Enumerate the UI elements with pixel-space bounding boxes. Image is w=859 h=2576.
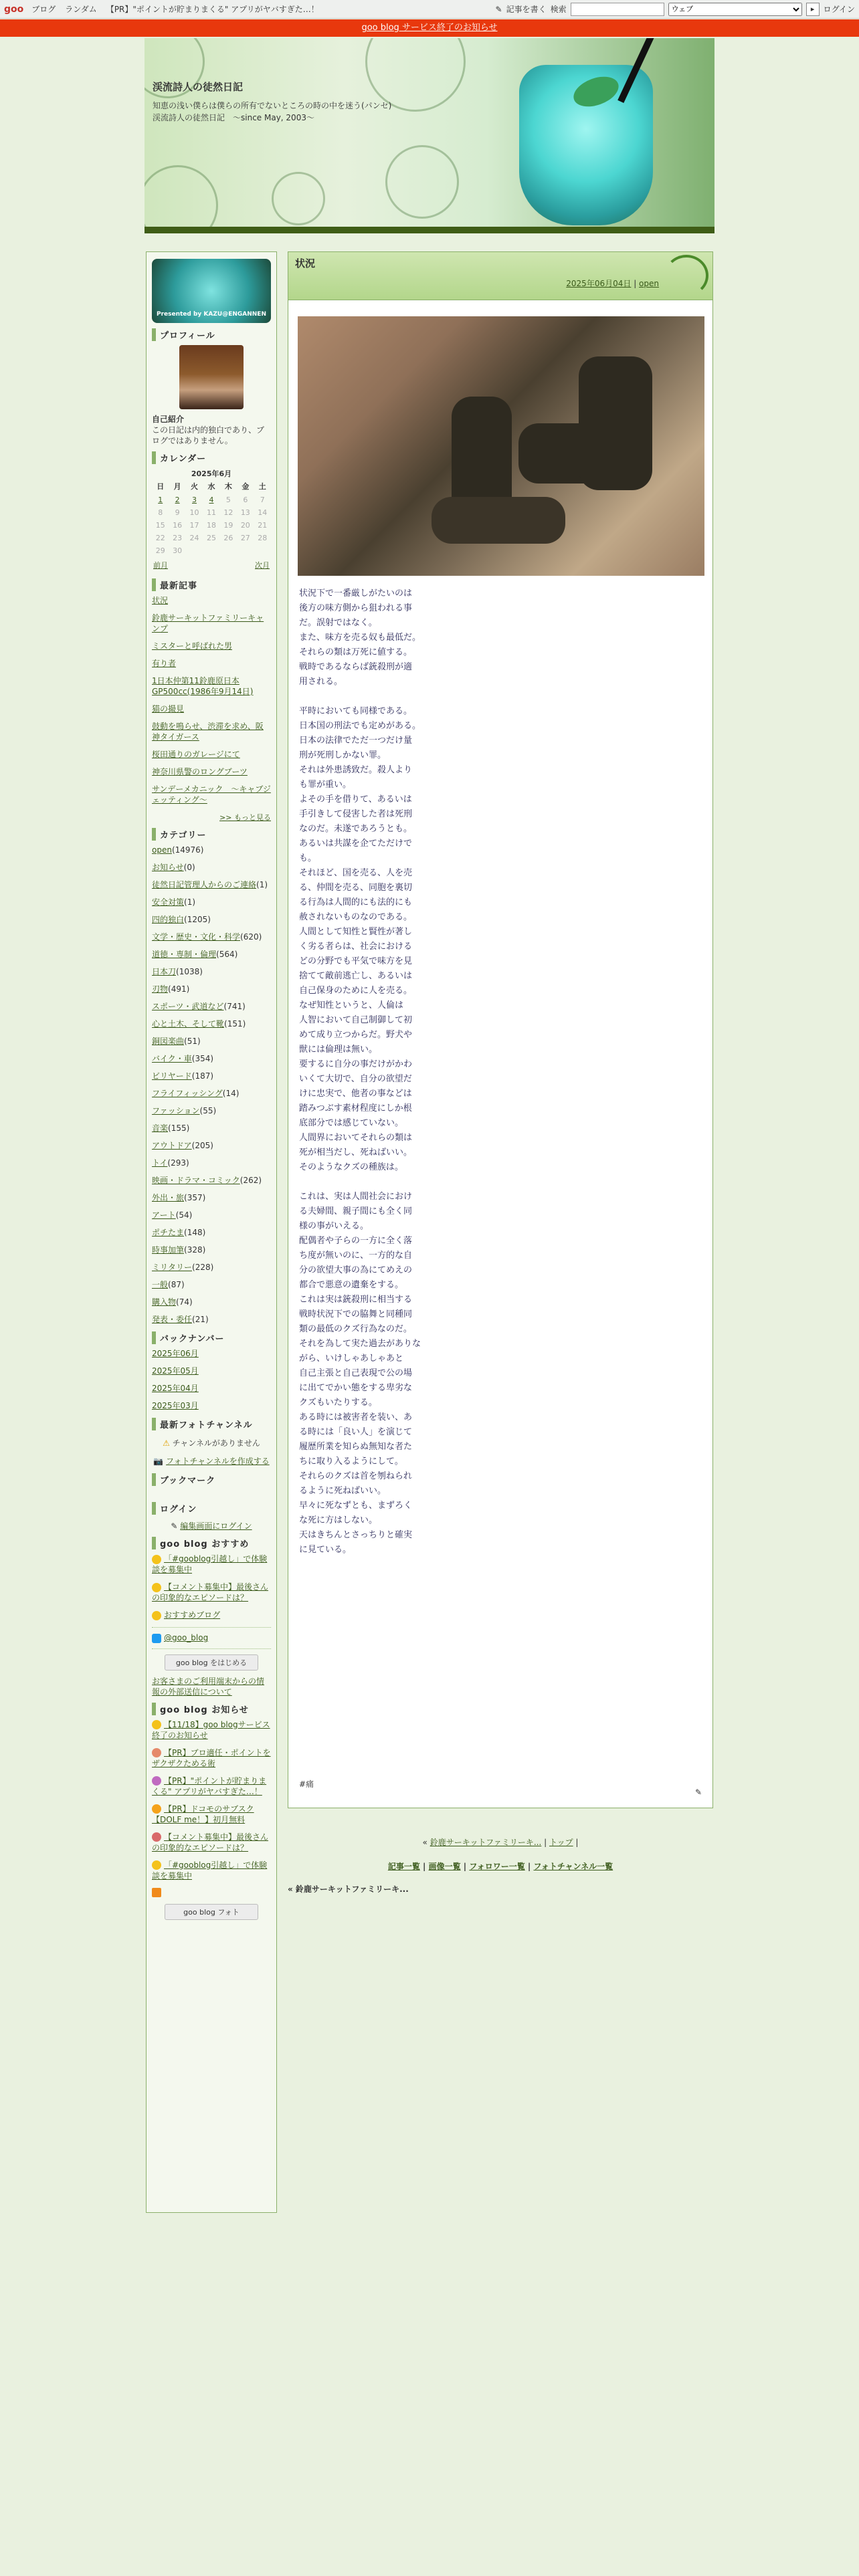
flower-icon (152, 1832, 161, 1842)
recommend-link[interactable]: 「#gooblog引越し」で体験談を募集中 (152, 1554, 268, 1574)
music-note-icon (152, 1776, 161, 1786)
pencil-icon: ✎ (495, 4, 502, 14)
image-list-link[interactable]: 画像一覧 (428, 1862, 461, 1871)
vine-decoration (664, 255, 708, 296)
twitter-link[interactable]: @goo_blog (164, 1633, 209, 1642)
back-link[interactable]: « 鈴鹿サーキットファミリーキ... (288, 1885, 409, 1894)
calendar-day: 19 (223, 521, 233, 530)
category-link[interactable]: 四的独白 (152, 915, 185, 924)
category-link[interactable]: 映画・ドラマ・コミック (152, 1176, 240, 1185)
weekday: 日 (157, 482, 165, 491)
calendar-day-link[interactable]: 1 (158, 496, 163, 504)
write-article-link[interactable]: 記事を書く (506, 5, 547, 14)
category-link[interactable]: ビリヤード (152, 1071, 192, 1081)
article-tag[interactable]: #痛 (299, 1780, 314, 1789)
prev-article-link[interactable]: 鈴鹿サーキットファミリーキ... (430, 1838, 542, 1847)
category-count: (54) (175, 1210, 193, 1220)
category-count: (151) (224, 1019, 246, 1029)
no-channel-text: チャンネルがありません (172, 1438, 260, 1448)
ornament-decoration (272, 172, 325, 225)
category-count: (262) (240, 1176, 262, 1185)
more-posts-link[interactable]: >> もっと見る (219, 813, 271, 822)
create-channel-row (152, 1455, 271, 1467)
category-count: (87) (168, 1280, 185, 1289)
profile-heading: プロフィール (152, 328, 271, 341)
category-link[interactable]: 日本刀 (152, 967, 177, 976)
calendar-nav (152, 557, 271, 573)
recent-post-link[interactable]: 状況 (152, 596, 169, 605)
category-count: (564) (216, 950, 238, 959)
calendar-day: 26 (223, 534, 233, 542)
lightbulb-icon (152, 1583, 161, 1592)
article-list-link[interactable]: 記事一覧 (387, 1862, 420, 1871)
calendar-day-link[interactable]: 2 (175, 496, 180, 504)
search-label: 検索 (550, 5, 567, 14)
news-link[interactable]: 【コメント募集中】最後さんの印象的なエピソードは？ (152, 1832, 269, 1852)
calendar-day: 16 (173, 521, 183, 530)
calendar-day: 17 (189, 521, 199, 530)
blog-header (145, 38, 714, 233)
login-link[interactable]: ログイン (823, 5, 855, 14)
category-link[interactable]: お知らせ (152, 863, 184, 872)
camera-icon: 📷 (153, 1457, 164, 1466)
recent-post-link[interactable]: サンデーメカニック ～キャブジェッティング～ (152, 784, 271, 804)
category-link[interactable]: 時事加筆 (152, 1245, 185, 1255)
category-link[interactable]: 安全対策 (152, 897, 185, 907)
external-info-link[interactable]: お客さまのご利用端末からの情報の外部送信について (152, 1676, 265, 1697)
weekday: 金 (242, 482, 250, 491)
category-count: (491) (168, 984, 190, 994)
calendar-day: 10 (189, 508, 199, 517)
category-link[interactable]: 銅図楽曲 (152, 1037, 185, 1046)
nav-link-random[interactable]: ランダム (65, 5, 97, 14)
calendar-day: 27 (240, 534, 250, 542)
calendar-day: 25 (206, 534, 216, 542)
photochannel-list-link[interactable]: フォトチャンネル一覧 (533, 1862, 613, 1871)
ornament-decoration (385, 145, 459, 219)
grid-icon (152, 1748, 161, 1757)
lightbulb-icon (152, 1611, 161, 1620)
category-count: (51) (184, 1037, 201, 1046)
login-heading: ログイン (152, 1502, 271, 1515)
recommend-list (152, 1553, 271, 1620)
calendar-day: 21 (258, 521, 268, 530)
soldier-figure (579, 356, 652, 490)
search-go-button[interactable]: ▸ (806, 3, 820, 16)
calendar-day: 18 (206, 521, 216, 530)
calendar-day: 20 (240, 521, 250, 530)
calendar-heading: カレンダー (152, 451, 271, 464)
category-link[interactable]: 音楽 (152, 1123, 169, 1133)
article-body: 状況下で一番厳しがたいのは 後方の味方側から狙われる事 だ。誤射ではなく。 また、味方を売る奴も最低だ。 それらの類は万死に値する。 戦時であるならば銃殺刑が適 用される。 平時においても同様である。 日本国の刑法でも定めがある。 日本の法律でただ一つだけ量 刑が死刑しかない罪。 それは外患誘致だ。殺人より も罪が重い。 よその手を借りて、あるいは 手引きして侵害した者は死刑 なのだ。未遂であろうとも。 あるいは共謀を企てただけで も。 それほど、国を売る、人を売 る、仲間を売る、同胞を裏切 る行為は人間的にも法的にも 赦されないものなのである。 人間として知性と賢性が著し く劣る者らは、社会における どの分野でも平気で味方を見 捨てて敵前逃亡し、あるいは 自己保身のために人を売る。 なぜ知性というと、人倫は 人智において自己制御して初 めて成り立つからだ。野犬や 獣には倫理は無い。 要するに自分の事だけがかわ いくて大切で、自分の欲望だ けに忠実で、他者の事などは 踏みつぶす素材程度にしか根 底部分では感じていない。 人間界においてそれらの類は 死が相当だし、死ねばいい。 そのようなクズの種族は。 これは、実は人間社会におけ る夫婦間、親子間にも全く同 様の事がいえる。 配偶者や子らの一方に全く落 ち度が無いのに、一方的な自 分の欲望大事の為にてめえの 都合で悪意の遺棄をする。 これは実は銃殺刑に相当する 戦時状況下での脇舞と同種同 類の最低のクズ行為なのだ。 それを為して実た過去がありな がら、いけしゃあしゃあと 自己主張と自己表現で公の場 に出てでかい態をする卑劣な クズもいたりする。 ある時には被害者を装い、あ る時には「良い人」を演じて 履歴所業を知らぬ無知な者た ちに取り入るようにして。 それらのクズは首を刎ねられ るように死ねばいい。 早々に死なずとも、まずろく な死に方はしない。 天はきちんとさっちりと確実 に見ている。 (299, 588, 421, 1555)
article-photo[interactable] (298, 316, 704, 576)
twitter-icon (152, 1634, 161, 1643)
pencil-icon: ✎ (171, 1521, 178, 1531)
follower-list-link[interactable]: フォロワー一覧 (469, 1862, 525, 1871)
goo-logo[interactable]: goo (4, 3, 24, 15)
recent-post-link[interactable]: ミスターと呼ばれた男 (152, 641, 233, 651)
calendar-day: 28 (258, 534, 268, 542)
backnumber-link[interactable]: 2025年03月 (152, 1401, 199, 1410)
recent-post-link[interactable]: 1日本仲第11鈴鹿原日本GP500cc(1986年9月14日) (152, 676, 254, 696)
category-link[interactable]: アウトドア (152, 1141, 192, 1150)
article-date-link[interactable]: 2025年06月04日 (566, 279, 632, 288)
category-count: (741) (223, 1002, 246, 1011)
news-link[interactable]: 【PR】ドコモのサブスク【DOLF me！】初月無料 (152, 1804, 254, 1824)
warning-icon: ⚠ (163, 1438, 170, 1448)
recommend-link[interactable]: 【コメント募集中】最後さんの印象的なエピソードは？ (152, 1582, 269, 1602)
category-count: (187) (191, 1071, 214, 1081)
category-link[interactable]: フライフィッシング (152, 1089, 223, 1098)
backnumber-link[interactable]: 2025年05月 (152, 1366, 199, 1376)
category-link[interactable]: 徒然日記管理人からのご連絡 (152, 880, 257, 889)
news-link[interactable]: 【PR】"ポイントが貯まりまくる" アプリがヤバすぎた…！ (152, 1776, 267, 1796)
category-count: (1038) (176, 967, 203, 976)
category-count: (293) (167, 1158, 189, 1168)
weekday: 火 (191, 482, 199, 491)
category-link[interactable]: アート (152, 1210, 176, 1220)
category-count: (354) (191, 1054, 214, 1063)
prev-month-link[interactable]: 前月 (153, 561, 168, 570)
article-panel (288, 251, 713, 1808)
categories-heading: カテゴリー (152, 828, 271, 841)
category-count: (21) (192, 1315, 209, 1324)
edit-pencil-icon[interactable]: ✎ (695, 1788, 702, 1797)
calendar-day: 24 (189, 534, 199, 542)
recommend-heading: goo blog おすすめ (152, 1537, 271, 1549)
search-input[interactable] (571, 3, 664, 16)
category-link[interactable]: 道徳・専制・倫理 (152, 950, 217, 959)
backnumber-heading: バックナンバー (152, 1331, 271, 1344)
blog-description: 知恵の浅い僕らは僕らの所有でないところの時の中を迷う(パンセ) 渓流詩人の徒然日記 ～since May, 2003～ (153, 101, 400, 122)
category-count: (1) (184, 897, 196, 907)
category-link[interactable]: ファッション (152, 1106, 200, 1115)
calendar-day-link[interactable]: 3 (192, 496, 197, 504)
category-count: (0) (183, 863, 195, 872)
intro-label: 自己紹介 (152, 415, 185, 424)
top-link[interactable]: トップ (549, 1838, 573, 1847)
category-count: (55) (199, 1106, 217, 1115)
category-link[interactable]: バイク・車 (152, 1054, 192, 1063)
news-link[interactable]: 【11/18】goo blogサービス終了のお知らせ (152, 1719, 270, 1740)
category-link[interactable]: 一般 (152, 1280, 169, 1289)
recommend-link[interactable]: おすすめブログ (164, 1610, 221, 1620)
calendar-day: 6 (243, 496, 248, 504)
category-link[interactable]: 購入物 (152, 1297, 177, 1307)
index-links: 記事一覧 | 画像一覧 | フォロワー一覧 | フォトチャンネル一覧 (387, 1862, 613, 1871)
rss-icon[interactable] (152, 1888, 161, 1897)
category-link[interactable]: 心と土木、そして靴 (152, 1019, 225, 1029)
avatar[interactable] (179, 345, 244, 409)
blog-banner[interactable] (152, 259, 271, 323)
recent-post-link[interactable]: 神奈川県警のロングブーツ (152, 767, 248, 776)
editor-login-link[interactable]: 編集画面にログイン (180, 1521, 252, 1531)
category-count: (1) (256, 880, 268, 889)
category-count: (14976) (171, 845, 204, 855)
recent-post-link[interactable]: 有り者 (152, 659, 177, 668)
recent-post-link[interactable]: 桜田通りのガレージにて (152, 750, 240, 759)
no-channel-row (152, 1437, 271, 1448)
weekday: 木 (224, 482, 232, 491)
category-count: (155) (168, 1123, 190, 1133)
category-count: (1205) (184, 915, 211, 924)
article-pager: « 鈴鹿サーキットファミリーキ... | トップ | (422, 1838, 579, 1847)
next-month-link[interactable]: 次月 (255, 561, 270, 570)
news-list (152, 1719, 271, 1881)
article-titlebar (288, 252, 712, 300)
category-link[interactable]: ポチたま (152, 1228, 185, 1237)
recent-post-link[interactable]: 鈴鹿サーキットファミリーキャンプ (152, 613, 264, 633)
recent-posts-list (152, 595, 271, 805)
blog-title[interactable]: 渓流詩人の徒然日記 (153, 81, 244, 93)
category-link[interactable]: トイ (152, 1158, 168, 1168)
topbar-right (496, 3, 856, 16)
category-count: (14) (222, 1089, 240, 1098)
calendar-day: 30 (173, 546, 183, 555)
category-count: (148) (184, 1228, 206, 1237)
smile-icon (152, 1860, 161, 1870)
category-link[interactable]: 発表・委任 (152, 1315, 193, 1324)
calendar-day: 12 (223, 508, 233, 517)
weekday: 月 (173, 482, 181, 491)
article-meta: 2025年06月04日 | open (566, 279, 659, 288)
news-link[interactable]: 【PR】ブロ適任・ポイントをザクザクためる術 (152, 1747, 271, 1768)
category-count: (205) (191, 1141, 213, 1150)
category-count: (357) (184, 1193, 206, 1202)
category-count: (328) (184, 1245, 206, 1255)
sun-icon (152, 1804, 161, 1814)
weekday: 水 (207, 482, 215, 491)
backnumber-link[interactable]: 2025年06月 (152, 1349, 199, 1358)
banner-text: Presented by KAZU@ENGANNEN (157, 311, 266, 318)
search-scope-select[interactable] (668, 3, 802, 16)
calendar-day: 15 (155, 521, 165, 530)
article-category-link[interactable]: open (639, 279, 659, 288)
calendar-day: 11 (206, 508, 216, 517)
calendar-day-link[interactable]: 4 (209, 496, 214, 504)
calendar-month: 2025年6月 (191, 469, 232, 478)
calendar-day: 29 (155, 546, 165, 555)
category-link[interactable]: スポーツ・武道など (152, 1002, 224, 1011)
photochannel-heading: 最新フォトチャンネル (152, 1418, 271, 1430)
pr-headline[interactable]: 【PR】"ポイントが貯まりまくる" アプリがヤバすぎた…！ (106, 5, 319, 14)
calendar-day: 22 (155, 534, 165, 542)
calendar-day: 7 (260, 496, 265, 504)
recent-post-link[interactable]: 鼓動を鳴らせ、渋滞を求め、阪神タイガース (152, 722, 264, 742)
goo-blog-photo-button[interactable]: goo blog フォト (165, 1904, 258, 1920)
top-nav-bar (0, 0, 859, 19)
category-list (152, 845, 271, 1325)
create-channel-link[interactable]: フォトチャンネルを作成する (166, 1457, 270, 1466)
service-end-notice (0, 19, 859, 37)
nav-link-blog[interactable]: ブログ (31, 5, 56, 14)
calendar-day: 5 (225, 496, 231, 504)
news-heading: goo blog お知らせ (152, 1703, 271, 1715)
category-count: (228) (192, 1263, 214, 1272)
recent-post-link[interactable]: 猫の撮見 (152, 704, 185, 714)
service-end-link[interactable]: goo blog サービス終了のお知らせ (361, 23, 498, 33)
bookmark-heading: ブックマーク (152, 1473, 271, 1486)
weekday: 土 (258, 482, 266, 491)
ornament-decoration (145, 165, 218, 233)
category-link[interactable]: 外出・旅 (152, 1193, 185, 1202)
intro-text: この日記は内的独白であり、ブログではありません。 (152, 425, 265, 445)
backnumber-link[interactable]: 2025年04月 (152, 1384, 199, 1393)
calendar-day: 8 (158, 508, 163, 517)
category-link[interactable]: ミリタリー (152, 1263, 193, 1272)
calendar-day: 9 (175, 508, 180, 517)
category-link[interactable]: 文学・歴史・文化・科学 (152, 932, 241, 942)
article-title[interactable]: 状況 (295, 257, 316, 270)
category-count: (74) (176, 1297, 193, 1307)
news-link[interactable]: 「#gooblog引越し」で体験談を募集中 (152, 1860, 268, 1881)
calendar-day: 14 (258, 508, 268, 517)
calendar-table (152, 479, 271, 557)
backnumber-list (152, 1348, 271, 1411)
category-link[interactable]: 刃物 (152, 984, 169, 994)
login-row (152, 1520, 271, 1531)
lightbulb-icon (152, 1555, 161, 1564)
category-link[interactable]: open (152, 845, 172, 855)
star-icon (152, 1720, 161, 1729)
category-count: (620) (240, 932, 262, 942)
calendar-day: 13 (240, 508, 250, 517)
recent-posts-heading: 最新記事 (152, 578, 271, 591)
soldier-figure (432, 497, 565, 544)
sidebar (146, 251, 277, 2213)
start-blog-button[interactable]: goo blog をはじめる (165, 1654, 258, 1671)
calendar-day: 23 (173, 534, 183, 542)
